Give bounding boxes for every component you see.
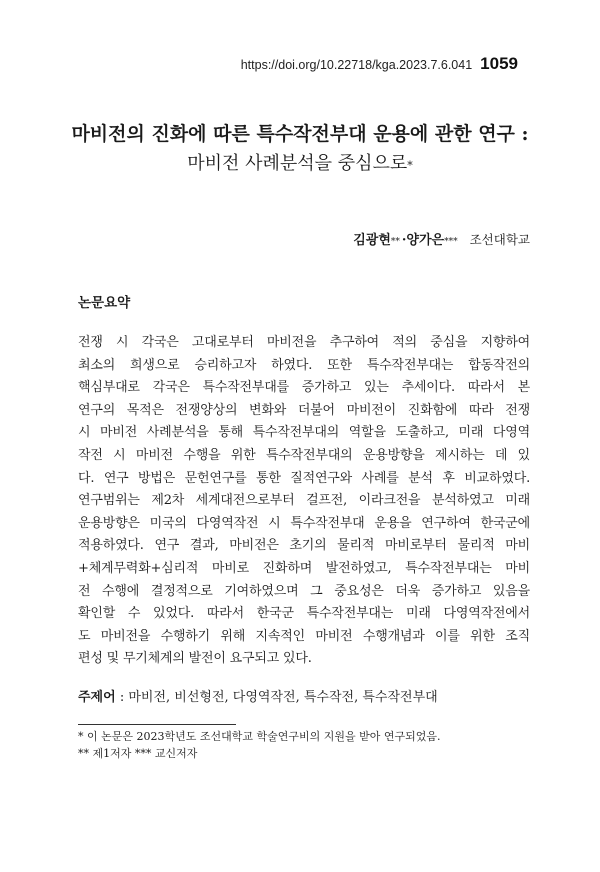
- abstract-line: 확인할 수 있었다. 따라서 한국군 특수작전부대는 미래 다영역작전에서: [78, 606, 530, 622]
- subtitle-footnote-mark: *: [407, 159, 413, 172]
- abstract-line: 연구의 목적은 전쟁양상의 변화와 더불어 마비전이 진화함에 따라 전쟁: [78, 402, 530, 418]
- subtitle-text: 마비전 사례분석을 중심으로: [187, 153, 408, 174]
- doi-link[interactable]: https://doi.org/10.22718/kga.2023.7.6.041: [240, 58, 473, 72]
- author-2-mark: ***: [444, 237, 458, 247]
- abstract-line: 도 마비전을 수행하기 위해 지속적인 마비전 수행개념과 이를 위한 조직: [78, 628, 530, 644]
- abstract-line: 전쟁 시 각국은 고대로부터 마비전을 추구하여 적의 중심을 지향하여: [78, 335, 530, 350]
- abstract-line: 전 수행에 결정적으로 기여하였으며 그 중요성은 더욱 증가하고 있음을: [78, 583, 530, 599]
- abstract-line: +체계무력화+심리적 마비로 진화하며 발전하였고, 특수작전부대는 마비: [78, 560, 530, 576]
- author-1-mark: **: [390, 237, 400, 247]
- footnote-authors: ** 제1저자 *** 교신저자: [78, 747, 198, 760]
- abstract-line: 최소의 희생으로 승리하고자 하였다. 또한 특수작전부대는 합동작전의: [78, 357, 530, 373]
- page-number: 1059: [480, 54, 518, 73]
- author-separator: ·: [401, 233, 407, 248]
- footnote-divider: [78, 724, 236, 725]
- author-2: 양가은: [406, 233, 445, 248]
- abstract-heading: 논문요약: [78, 295, 131, 311]
- abstract-line: 편성 및 무기체계의 발전이 요구되고 있다.: [78, 651, 312, 667]
- author-1: 김광현: [353, 233, 391, 248]
- abstract-line: 핵심부대로 각국은 특수작전부대를 증가하고 있는 추세이다. 따라서 본: [78, 380, 530, 396]
- abstract-line: 다. 연구 방법은 문헌연구를 통한 질적연구와 사례를 분석 후 비교하였다.: [78, 470, 530, 486]
- abstract-line: 작전 시 마비전 수행을 위한 특수작전부대의 운용방향을 제시하는 데 있: [78, 447, 530, 463]
- keywords-label: 주제어: [78, 690, 116, 705]
- page-header: [241, 54, 518, 74]
- author-line: [353, 229, 530, 248]
- abstract-line: 적용하였다. 연구 결과, 마비전은 초기의 물리적 마비로부터 물리적 마비: [78, 538, 530, 554]
- author-affiliation: 조선대학교: [469, 232, 530, 247]
- footnote-funding: * 이 논문은 2023학년도 조선대학교 학술연구비의 지원을 받아 연구되었음.: [78, 730, 441, 743]
- abstract-line: 운용방향은 미국의 다영역작전 시 특수작전부대 운용을 연구하여 한국군에: [78, 515, 530, 531]
- keywords: [78, 686, 438, 705]
- abstract-line: 연구범위는 제2차 세계대전으로부터 걸프전, 이라크전을 분석하였고 미래: [78, 493, 530, 509]
- footnotes: [78, 728, 441, 762]
- abstract-body: [78, 332, 530, 671]
- keywords-text: 마비전, 비선형전, 다영역작전, 특수작전, 특수작전부대: [128, 690, 438, 705]
- paper-subtitle: [70, 150, 530, 180]
- paper-title: 마비전의 진화에 따른 특수작전부대 운용에 관한 연구 :: [71, 123, 529, 145]
- keywords-separator: :: [115, 690, 129, 705]
- abstract-line: 시 마비전 사례분석을 통해 특수작전부대의 역할을 도출하고, 미래 다영역: [78, 425, 530, 441]
